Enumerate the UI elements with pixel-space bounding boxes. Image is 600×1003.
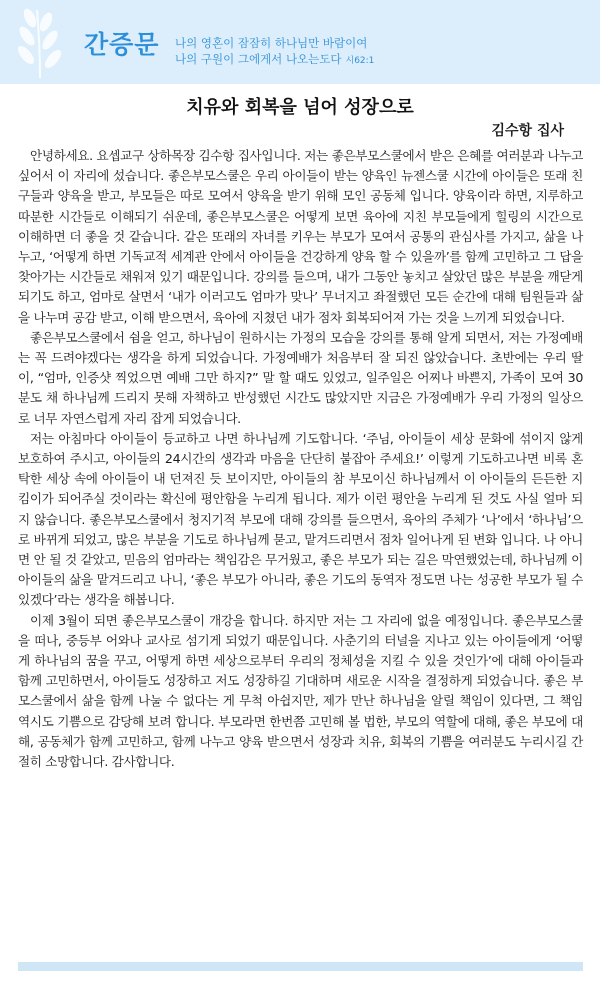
header-banner <box>0 0 600 84</box>
header-verse <box>175 35 374 69</box>
paragraph-3: 저는 아침마다 아이들이 등교하고 나면 하나님께 기도합니다. ‘주님, 아이들이 세상 문화에 섞이지 않게 보호하여 주시고, 아이들의 24시간의 생각과 마음을 단단히 붙잡아 주세요!’ 이렇게 기도하고나면 비록 혼탁한 세상 속에 아이들이 내 던져진 듯 보이지만, 아이들의 참 부모이신 하나님께서 이 아이들의 든든한 지킴이가 되어주실 것이라는 확신에 평안함을 누리게 됩니다. 제가 이런 평안을 누리게 된 것도 사실 얼마 되지 않습니다. 좋은부모스쿨에서 청지기적 부모에 대해 강의를 들으면서, 육아의 주체가 ‘나’에서 ‘하나님’으로 바뀌게 되었고, 많은 부분을 기도로 하나님께 묻고, 맡겨드리면서 점차 일어나게 된 변화 입니다. 나 아니면 안 될 것 같았고, 믿음의 엄마라는 책임감은 무거웠고, 좋은 부모가 되는 길은 막연했었는데, 하나님께 이 아이들의 삶을 맡겨드리고 나니, ‘좋은 부모가 아니라, 좋은 기도의 동역자 정도면 나는 성공한 부모가 될 수 있겠다’라는 생각을 해봅니다. <box>18 430 583 608</box>
paragraph-4: 이제 3월이 되면 좋은부모스쿨이 개강을 합니다. 하지만 저는 그 자리에 없을 예정입니다. 좋은부모스쿨을 떠나, 중등부 어와나 교사로 섬기게 되었기 때문입니다. 사춘기의 터널을 지나고 있는 아이들에게 ‘어떻게 하나님의 꿈을 꾸고, 어떻게 하면 세상으로부터 우리의 정체성을 지킬 수 있을 것인가’에 대해 아이들과 함께 고민하면서, 아이들도 성장하고 저도 성장하길 기대하며 새로운 시작을 결정하게 되었습니다. 좋은 부모스쿨에서 삶을 함께 나눌 수 없다는 게 무척 아쉽지만, 제가 만난 하나님을 알릴 책임이 있다면, 그 책임 역시도 기쁨으로 감당해 보려 합니다. 부모라면 한번쯤 고민해 볼 법한, 부모의 역할에 대해, 좋은 부모에 대해, 공동체가 함께 고민하고, 함께 나누고 양육 받으면서 성장과 치유, 회복의 기쁨을 여러분도 누리시길 간절히 소망합니다. 감사합니다. <box>18 612 583 770</box>
article-author: 김수항 집사 <box>491 123 564 139</box>
leaf-branch-icon <box>6 4 76 80</box>
verse-line-2: 나의 구원이 그에게서 나오는도다 시62:1 <box>175 52 375 66</box>
paragraph-2: 좋은부모스쿨에서 쉼을 얻고, 하나님이 원하시는 가정의 모습을 강의를 통해 알게 되면서, 저는 가정예배는 꼭 드려야겠다는 생각을 하게 되었습니다. 가정예배가 처음부터 잘 되진 않았습니다. 초반에는 우리 딸이, “엄마, 인증샷 찍었으면 예배 그만 하지?” 말 할 때도 있었고, 일주일은 어찌나 바쁜지, 가족이 모여 30분도 채 하나님께 드리지 못해 자책하고 반성했던 시간도 많았지만 지금은 가정예배가 우리 가정의 일상으로 너무 자연스럽게 자리 잡게 되었습니다. <box>18 329 583 426</box>
verse-line-1: 나의 영혼이 잠잠히 하나님만 바람이여 <box>175 36 368 50</box>
verse-reference: 시62:1 <box>345 56 375 66</box>
article-body <box>18 146 583 772</box>
paragraph-1: 안녕하세요. 요셉교구 상하목장 김수항 집사입니다. 저는 좋은부모스쿨에서 받은 은혜를 여러분과 나누고 싶어서 이 자리에 섰습니다. 좋은부모스쿨은 우리 아이들이 받는 양육인 뉴젠스쿨 시간에 아이들은 또래 친구들과 양육을 받고, 부모들은 따로 모여서 양육을 받기 위해 모인 공동체 입니다. 양육이라 하면, 지루하고 따분한 시간들로 이해되기 쉬운데, 좋은부모스쿨은 어떻게 보면 육아에 지친 부모들에게 힐링의 시간으로 이해하면 더 좋을 것 같습니다. 같은 또래의 자녀를 키우는 부모가 모여서 공통의 관심사를 가지고, 삶을 나누고, ‘어떻게 하면 기독교적 세계관 안에서 아이들을 건강하게 양육 할 수 있을까’를 함께 고민하고 그 답을 찾아가는 시간들로 채워져 있기 때문입니다. 강의를 들으며, 내가 그동안 놓치고 살았던 많은 부분을 깨닫게 되기도 하고, 엄마로 살면서 ‘내가 이러고도 엄마가 맞나’ 무너지고 좌절했던 모든 순간에 대해 팀원들과 삶을 나누며 공감 받고, 이해 받으면서, 육아에 지쳤던 내가 점차 회복되어져 가는 것을 느끼게 되었습니다. <box>18 148 583 325</box>
header-title: 간증문 <box>84 30 160 59</box>
footer-divider <box>18 962 583 971</box>
article-title: 치유와 회복을 넘어 성장으로 <box>186 97 414 118</box>
